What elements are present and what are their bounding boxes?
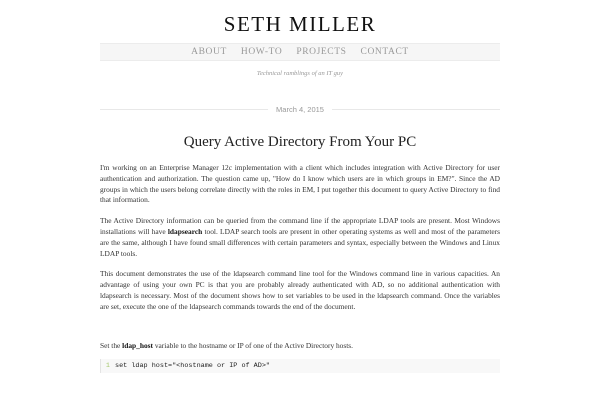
code-line-number: 1 — [105, 362, 110, 371]
text-span: The Active Directory information can be queried from the command line if the appropriate LDAP tools are present. Most Windows installations will have — [100, 216, 500, 236]
ldap-host-term: ldap_host — [122, 340, 153, 350]
text-span: tool. LDAP search tools are present in other operating systems as well and most of the parameters are the same, although I have found small differences with certain parameters and syntax, especially between the Windows and Linux LDAP tools. — [100, 226, 500, 258]
code-line[interactable]: set ldap host="<hostname or IP of AD>" — [115, 362, 270, 371]
nav-link-how-to[interactable]: HOW-TO — [240, 47, 283, 57]
text-span: variable to the hostname or IP of one of the Active Directory hosts. — [152, 340, 354, 350]
text-span: Set the — [100, 340, 123, 350]
post-date[interactable]: March 4, 2015 — [268, 103, 332, 117]
post-body — [100, 163, 500, 373]
code-block — [100, 359, 500, 373]
paragraph-ldap-tools — [100, 216, 500, 259]
site-tagline: Technical ramblings of an IT guy — [256, 70, 344, 77]
paragraph-ldap-host — [100, 341, 500, 352]
post-title: Query Active Directory From Your PC — [183, 134, 417, 150]
paragraph-demonstration: This document demonstrates the use of the ldapsearch command line tool for the Windows command line in various capacities. An advantage of using your own PC is that you are probably already authenticated with AD, so no additional authentication with ldapsearch is necessary. Most of the document shows how to set variables to be used in the ldapsearch command. Once the variables are set, execute the one of the ldapsearch commands towards the end of the document. — [100, 269, 500, 311]
nav-link-contact[interactable]: CONTACT — [360, 47, 409, 57]
nav-link-projects[interactable]: PROJECTS — [296, 47, 347, 57]
nav-link-about[interactable]: ABOUT — [191, 47, 227, 57]
main-nav — [100, 43, 500, 61]
site-title[interactable]: SETH MILLER — [223, 12, 377, 36]
post-date-row — [100, 103, 500, 117]
paragraph-intro: I'm working on an Enterprise Manager 12c implementation with a client which includes integration with Active Directory for user authentication and authorization. The question came up, "How do I know which users are in which groups in EM?". Since the AD groups in which the users belong correlate directly with the roles in EM, I put together this document to query Active Directory to find that information. — [100, 163, 500, 205]
ldapsearch-term: ldapsearch — [167, 226, 203, 236]
